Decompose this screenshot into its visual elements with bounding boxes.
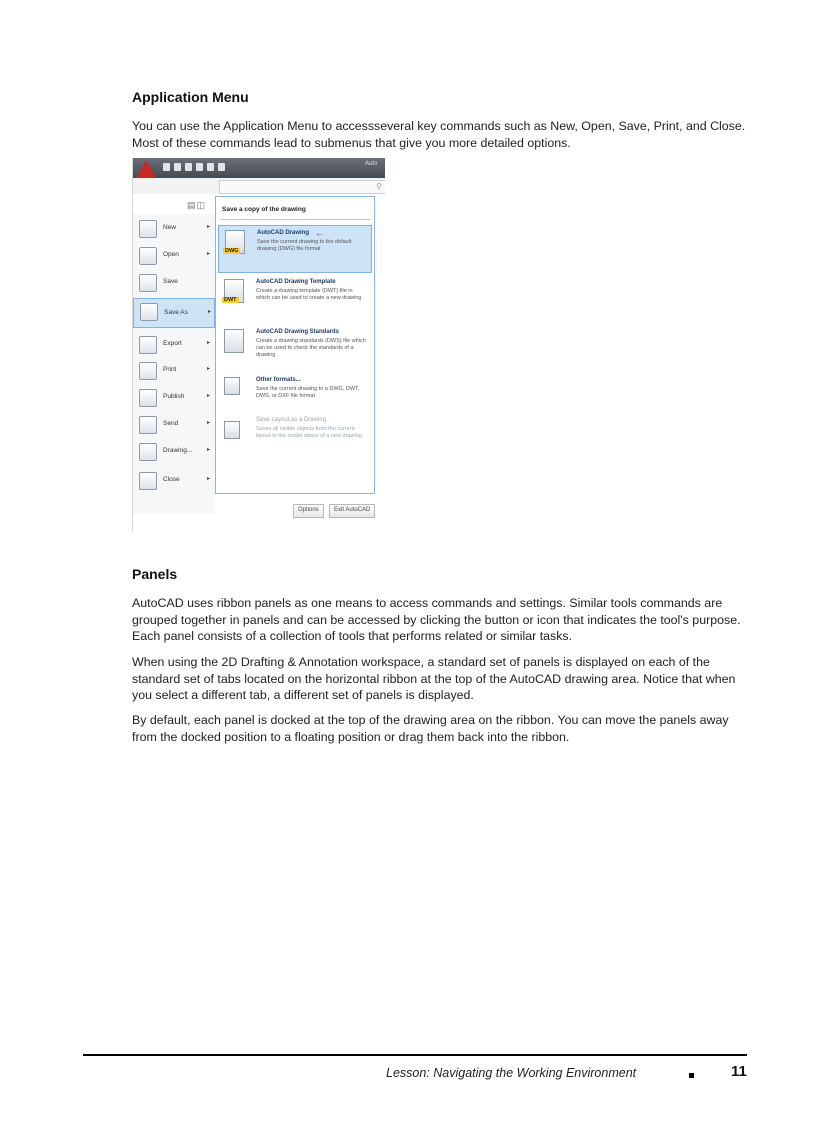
quick-access-toolbar [163,163,225,173]
save-as-submenu [215,196,375,494]
exit-autocad-button[interactable]: Exit AutoCAD [329,504,375,518]
submenu-arrow-icon: ▸ [207,393,211,399]
menu-item-label: Save [163,278,178,285]
section-heading-application-menu: Application Menu [132,89,249,105]
send-icon [139,416,157,434]
close-icon [139,472,157,490]
footer-bullet-icon [689,1073,694,1078]
divider [220,219,370,220]
dwt-badge: DWT [224,297,237,303]
submenu-item-drawing-template[interactable] [218,275,372,323]
menu-item-label: Send [163,420,179,427]
section-heading-panels: Panels [132,566,178,582]
submenu-arrow-icon: ▸ [207,420,211,426]
qat-open-icon[interactable] [174,163,181,171]
export-icon [139,336,157,354]
save-icon [139,274,157,292]
menu-item-open[interactable] [133,245,215,269]
submenu-item-description: Create a drawing template (DWT) file in which can be used to create a new drawing [256,288,362,301]
other-formats-icon [224,377,240,395]
submenu-item-title: AutoCAD Drawing Template [256,279,336,285]
submenu-item-drawing-standards[interactable] [218,325,372,373]
submenu-item-title: Save Layout as a Drawing [256,417,327,423]
menu-item-new[interactable] [133,218,215,242]
menu-item-label: Print [163,366,177,373]
submenu-arrow-icon: ▸ [207,366,211,372]
footer-lesson-title: Lesson: Navigating the Working Environment [386,1066,637,1080]
application-menu-commands [133,214,215,514]
save-layout-icon [224,421,240,439]
panels-paragraph-3: By default, each panel is docked at the top of the drawing area on the ribbon. You can move the panels away from the docked position to a floating position or drag them back into the ribbon. [132,713,729,744]
publish-icon [139,389,157,407]
menu-item-label: Open [163,251,179,258]
qat-save-icon[interactable] [185,163,192,171]
menu-item-save[interactable] [133,272,215,296]
search-icon: ⚲ [376,182,382,191]
panels-paragraph-1: AutoCAD uses ribbon panels as one means to access commands and settings. Similar tools commands are grouped together in panels and can be accessed by clicking the button or icon that indicates the tool's purpose. Each panel consists of a collection of tools that performs related or similar tasks. [132,596,741,644]
qat-plot-icon[interactable] [218,163,225,171]
new-icon [139,220,157,238]
options-button[interactable]: Options [293,504,324,518]
qat-redo-icon[interactable] [207,163,214,171]
submenu-item-title: Other formats... [256,377,301,383]
submenu-arrow-icon: ▸ [207,447,211,453]
application-button-icon[interactable] [135,160,157,180]
menu-item-export[interactable] [133,334,215,358]
red-arrow-icon: ← [315,228,324,238]
submenu-item-description: Save the current drawing to a DWG, DWT, DWS, or DXF file format [256,386,360,399]
print-icon [139,362,157,380]
page-number: 11 [731,1063,747,1080]
menu-item-drawing-utilities[interactable] [133,441,215,465]
menu-item-close[interactable] [133,470,215,494]
menu-item-label: Export [163,340,182,347]
menu-item-publish[interactable] [133,387,215,411]
menu-item-print[interactable] [133,360,215,384]
menu-item-label: Save As [164,309,188,316]
submenu-item-description: Save the current drawing to the default drawing (DWG) file format [257,239,352,252]
save-as-icon [140,303,158,321]
submenu-item-autocad-drawing[interactable] [218,225,372,273]
open-icon [139,247,157,265]
menu-item-send[interactable] [133,414,215,438]
submenu-arrow-icon: ▸ [207,224,211,230]
dws-file-icon [224,329,244,353]
menu-item-label: Close [163,476,180,483]
submenu-item-title: AutoCAD Drawing [257,230,309,236]
panels-paragraph-2: When using the 2D Drafting & Annotation workspace, a standard set of panels is displayed on each of the standard set of tabs located on the horizontal ribbon at the top of the AutoCAD drawing area. Notice that when you select a different tab, a different set of panels is displayed. [132,655,736,703]
application-menu-paragraph: You can use the Application Menu to accessseveral key commands such as New, Open, Save, Print, and Close. Most of these commands lead to submenus that give you more detailed options. [132,119,746,150]
submenu-item-description: Create a drawing standards (DWS) file which can be used to check the standards of a drawing [256,338,366,358]
submenu-item-title: AutoCAD Drawing Standards [256,329,340,335]
application-menu-screenshot [132,158,385,532]
submenu-arrow-icon: ▸ [207,476,211,482]
footer-rule [83,1054,747,1056]
menu-item-label: Drawing... [163,447,193,454]
title-bar [133,158,385,178]
qat-new-icon[interactable] [163,163,170,171]
drawing-utilities-icon [139,443,157,461]
menu-item-label: New [163,224,177,231]
menu-item-save-as[interactable] [133,298,215,328]
dwg-badge: DWG [225,248,239,254]
submenu-arrow-icon: ▸ [207,340,211,346]
window-title: Auto [365,161,378,167]
submenu-arrow-icon: ▸ [207,251,211,257]
submenu-item-save-layout[interactable] [218,413,372,461]
submenu-arrow-icon: ▸ [208,309,212,315]
qat-undo-icon[interactable] [196,163,203,171]
submenu-title: Save a copy of the drawing [222,206,306,213]
menu-search-input[interactable] [219,180,385,194]
submenu-item-description: Saves all visible objects from the current layout to the model space of a new drawing [256,426,362,439]
recent-documents-icon[interactable]: ▤◫ [187,200,207,210]
menu-item-label: Publish [163,393,185,400]
